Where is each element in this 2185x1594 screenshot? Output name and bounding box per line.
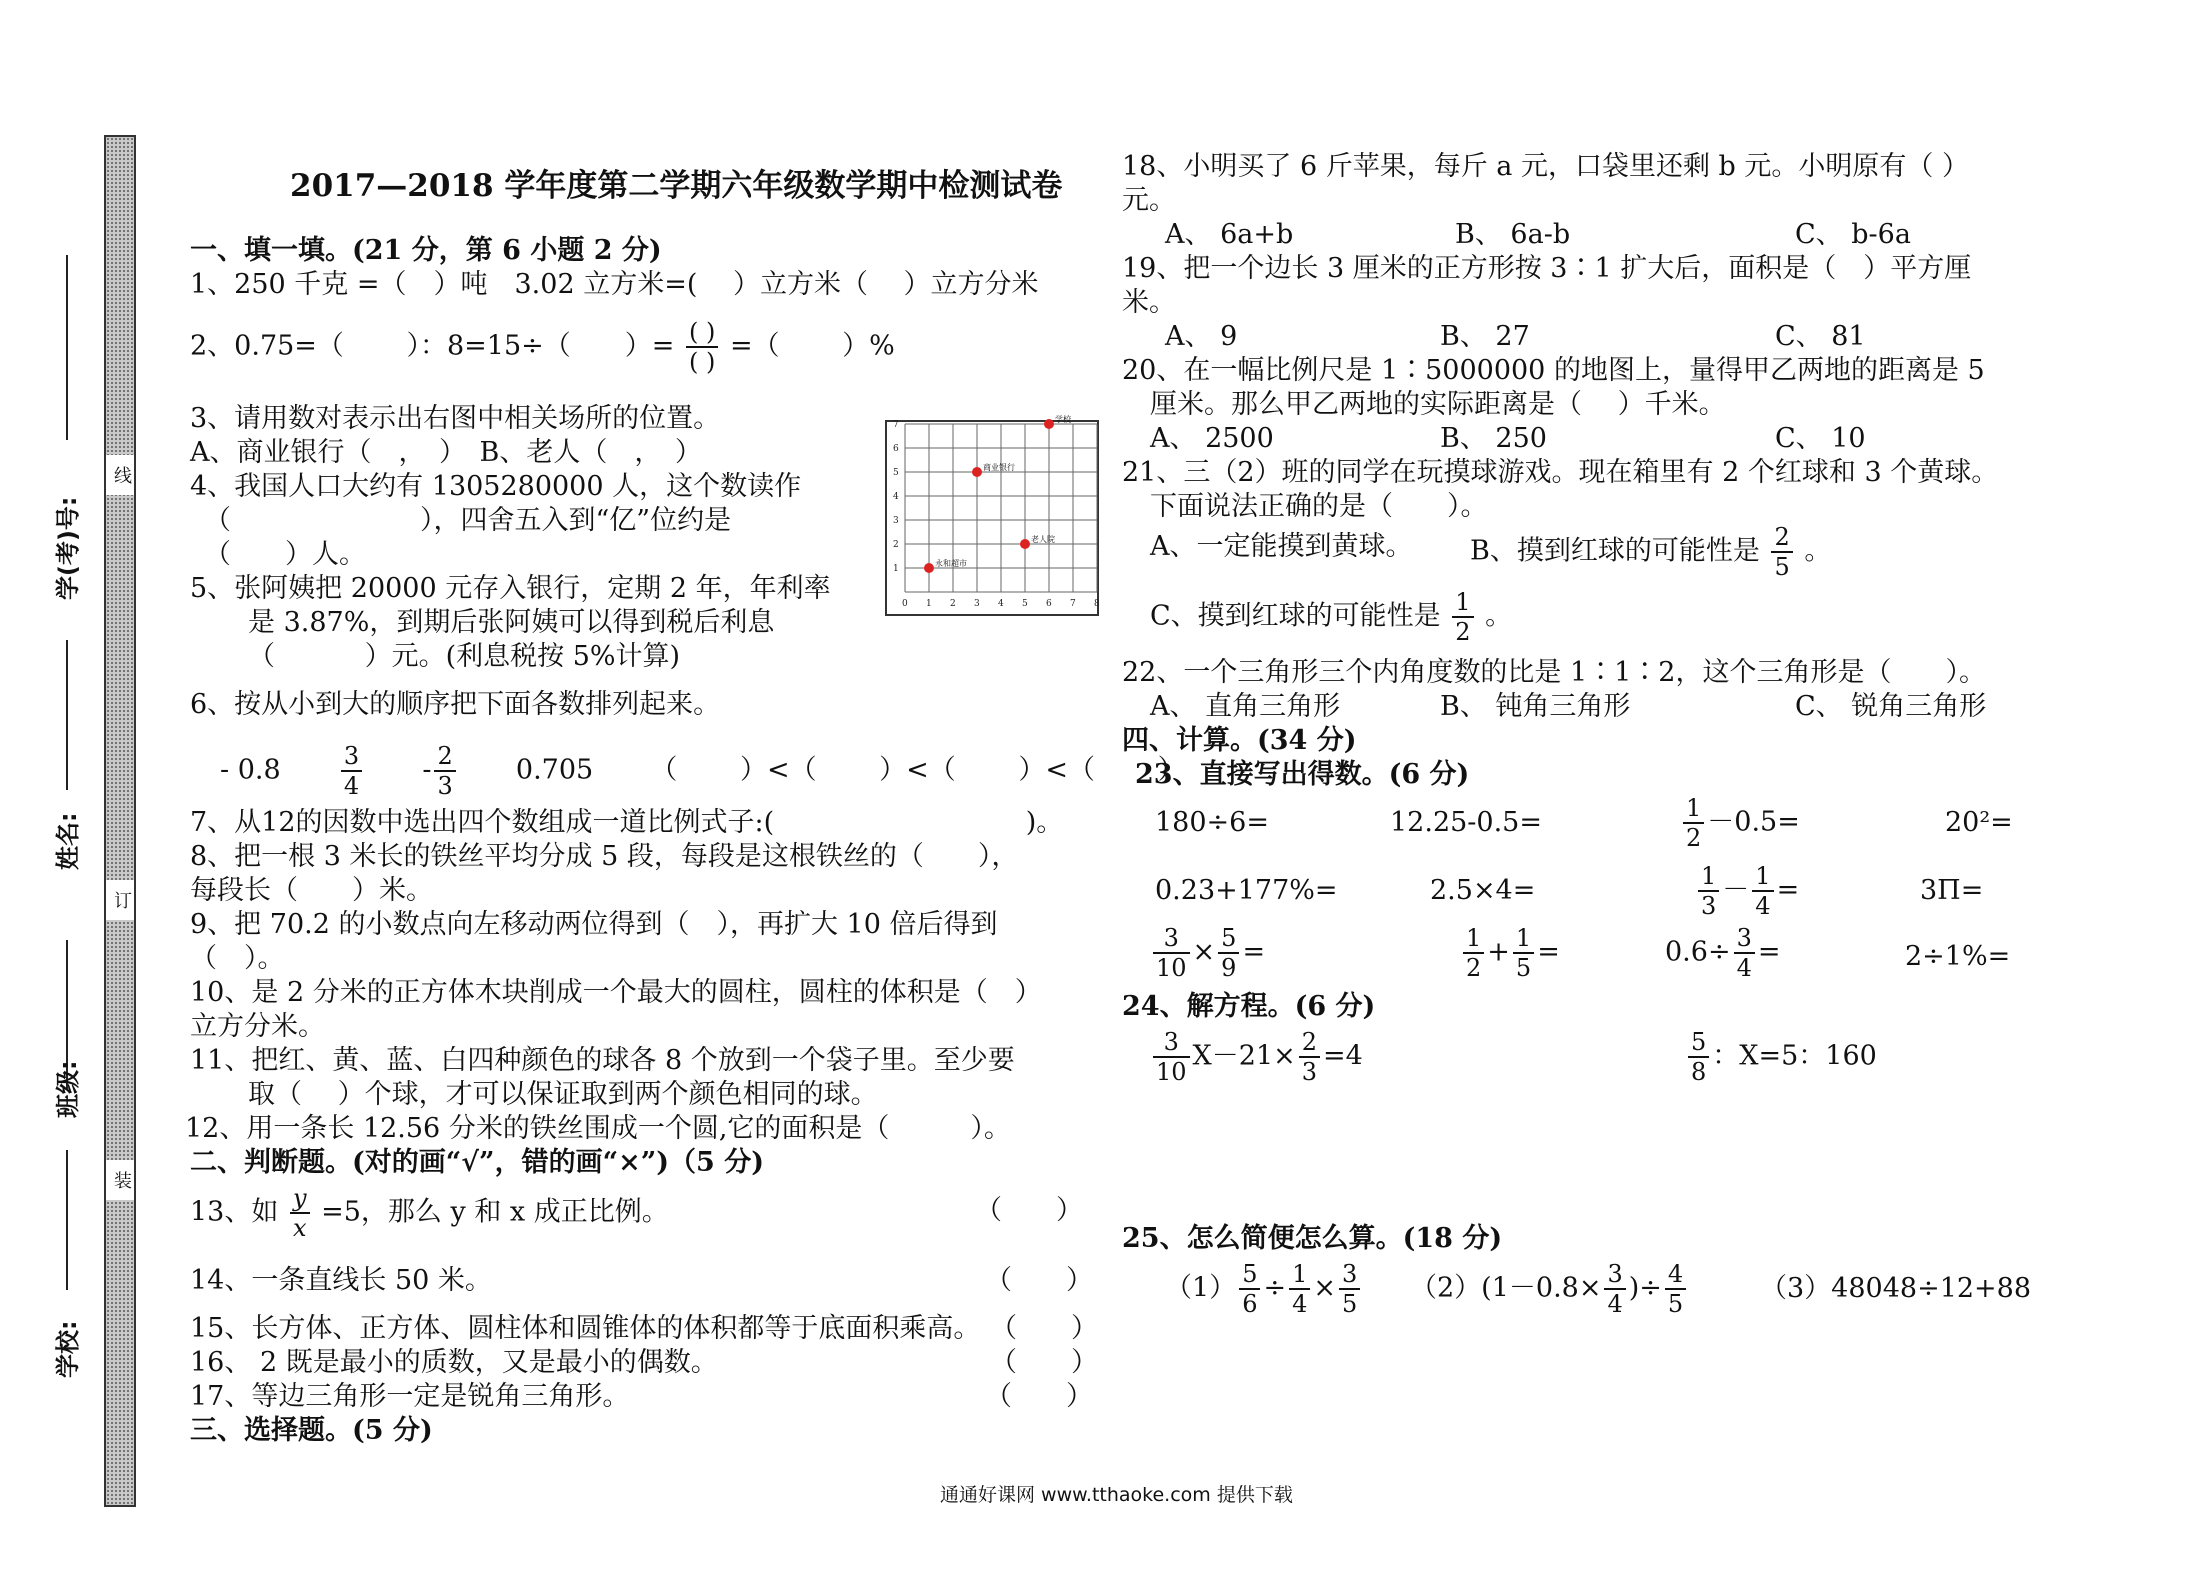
c3-text: －0.5= <box>1707 806 1800 838</box>
question-13 <box>190 1186 669 1240</box>
q13-num: y <box>290 1186 310 1214</box>
q21-b-text: B、摸到红球的可能性是 <box>1470 535 1760 567</box>
q13-prefix: 13、如 <box>190 1196 279 1228</box>
calc-8: 3Π= <box>1920 875 1984 906</box>
x-tick-label: 0 <box>902 599 908 609</box>
calc-2: 12.25-0.5= <box>1390 807 1542 838</box>
q19-option-b[interactable]: B、 27 <box>1440 321 1530 352</box>
q21-c-text: C、摸到红球的可能性是 <box>1150 600 1441 632</box>
e1-den2: 3 <box>1301 1058 1318 1086</box>
question-11-line2: 取（ ）个球，才可以保证取到两个颜色相同的球。 <box>248 1079 878 1110</box>
c9-num2: 5 <box>1218 926 1239 954</box>
s1-den3: 5 <box>1342 1290 1358 1318</box>
question-10-line1: 10、是 2 分米的正方体木块削成一个最大的圆柱，圆柱的体积是（ ） <box>190 977 1042 1008</box>
c3-den: 2 <box>1686 824 1702 852</box>
binding-strip <box>104 135 136 1507</box>
y-tick-label: 7 <box>893 420 899 430</box>
c10-den1: 2 <box>1466 954 1482 982</box>
calc-4: 20²= <box>1945 807 2013 838</box>
q21-c-num: 1 <box>1452 590 1473 618</box>
question-24: 24、解方程。(6 分) <box>1122 991 1376 1022</box>
e2-text: ：X=5：160 <box>1712 1040 1877 1072</box>
section-2-heading: 二、判断题。(对的画“√”，错的画“×”)（5 分) <box>190 1147 764 1178</box>
q18-option-a[interactable]: A、 6a+b <box>1165 219 1294 250</box>
question-2-fraction <box>686 320 718 374</box>
calc-7 <box>1695 864 1799 918</box>
question-9-line2: （ ）。 <box>190 943 285 974</box>
school-line[interactable] <box>66 1150 68 1290</box>
x-tick-label: 6 <box>1046 599 1052 609</box>
question-23: 23、直接写出得数。(6 分) <box>1135 759 1470 790</box>
c11-num: 3 <box>1734 926 1755 954</box>
y-tick-label: 1 <box>893 564 899 574</box>
coordinate-grid <box>885 415 1100 616</box>
c9-op: × <box>1192 936 1216 968</box>
simplify-2 <box>1410 1262 1689 1316</box>
q6-b-num: 3 <box>341 744 362 772</box>
s2-num2: 4 <box>1665 1262 1686 1290</box>
grid-point <box>924 563 934 573</box>
school-label: 学校: <box>54 1320 82 1378</box>
e1-num2: 2 <box>1299 1030 1320 1058</box>
x-tick-label: 8 <box>1094 599 1100 609</box>
c10-num2: 1 <box>1513 926 1534 954</box>
binding-label-xian: 线 <box>106 455 134 495</box>
c7-num2: 1 <box>1752 864 1773 892</box>
x-tick-label: 1 <box>926 599 932 609</box>
q21-option-b[interactable]: B、摸到红球的可能性是 $\frac{2}{5}$ 。 <box>1470 523 1832 581</box>
question-1: 1、250 千克 =（ ）吨 3.02 立方米=( ）立方米（ ）立方分米 <box>190 269 1039 300</box>
question-11-line1: 11、把红、黄、蓝、白四种颜色的球各 8 个放到一个袋子里。至少要 <box>190 1045 1015 1076</box>
s1-den2: 4 <box>1292 1290 1308 1318</box>
q21-c-fraction <box>1452 590 1473 644</box>
page-title: 2017—2018 学年度第二学期六年级数学期中检测试卷 <box>290 168 1063 204</box>
y-tick-label: 4 <box>893 492 899 502</box>
s1-op2: × <box>1313 1272 1336 1304</box>
question-9-line1: 9、把 70.2 的小数点向左移动两位得到（ ），再扩大 10 倍后得到 <box>190 909 998 940</box>
e1-eq: =4 <box>1323 1040 1363 1072</box>
q17-answer-box[interactable]: （ ） <box>985 1381 1093 1412</box>
q19-option-c[interactable]: C、 81 <box>1775 321 1866 352</box>
question-5-line2: 是 3.87%，到期后张阿姨可以得到税后利息 <box>248 607 775 638</box>
q21-b-num: 2 <box>1771 525 1792 553</box>
q18-option-c[interactable]: C、 b-6a <box>1795 219 1911 250</box>
id-line[interactable] <box>66 255 68 440</box>
s2-mid: )÷ <box>1628 1272 1662 1304</box>
class-label: 班级: <box>54 1060 82 1118</box>
c7-op: － <box>1722 874 1750 906</box>
calc-3 <box>1680 796 1800 850</box>
c7-den1: 3 <box>1701 892 1717 920</box>
x-tick-label: 4 <box>998 599 1004 609</box>
c7-num1: 1 <box>1698 864 1719 892</box>
calc-6: 2.5×4= <box>1430 875 1536 906</box>
question-21-line1: 21、三（2）班的同学在玩摸球游戏。现在箱里有 2 个红球和 3 个黄球。 <box>1122 457 1999 488</box>
c11-eq: = <box>1757 936 1781 968</box>
question-6: 6、按从小到大的顺序把下面各数排列起来。 <box>190 689 721 720</box>
question-4-line3: （ ）人。 <box>204 539 366 570</box>
y-tick-label: 6 <box>893 444 899 454</box>
q16-answer-box[interactable]: （ ） <box>990 1347 1098 1378</box>
question-19-line2: 米。 <box>1122 287 1176 318</box>
q19-option-a[interactable]: A、 9 <box>1165 321 1238 352</box>
simplify-3: （3）48048÷12+88 <box>1760 1273 2032 1304</box>
equation-2 <box>1685 1030 1877 1084</box>
e1-num: 3 <box>1153 1030 1190 1058</box>
question-12: 12、用一条长 12.56 分米的铁丝围成一个圆,它的面积是（ ）。 <box>185 1113 1011 1144</box>
q13-text: =5，那么 y 和 x 成正比例。 <box>321 1196 669 1228</box>
question-4-line2: （ ），四舍五入到“亿”位约是 <box>204 505 732 536</box>
calc-10 <box>1460 926 1560 980</box>
c7-eq: = <box>1776 874 1800 906</box>
grid-point-label: 学校 <box>1055 415 1071 424</box>
binding-label-zhuang: 装 <box>106 1160 134 1200</box>
question-19-line1: 19、把一个边长 3 厘米的正方形按 3∶1 扩大后，面积是（ ）平方厘 <box>1122 253 1972 284</box>
q22-option-c[interactable]: C、 锐角三角形 <box>1795 691 1987 722</box>
section-1-heading: 一、填一填。(21 分，第 6 小题 2 分) <box>190 235 662 266</box>
question-18-line2: 元。 <box>1122 185 1176 216</box>
name-line[interactable] <box>66 640 68 790</box>
x-tick-label: 3 <box>974 599 980 609</box>
q6-b-den: 4 <box>343 772 360 800</box>
s2-prefix: （2）(1－0.8× <box>1410 1272 1602 1304</box>
question-7: 7、从12的因数中选出四个数组成一道比例式子:( )。 <box>190 807 1064 838</box>
grid-point <box>1044 419 1054 429</box>
calc-12: 2÷1%= <box>1905 941 2011 972</box>
question-2 <box>190 320 895 374</box>
e1-den: 10 <box>1156 1058 1187 1086</box>
q2-num: ( ) <box>686 320 718 348</box>
q21-b-fraction <box>1771 525 1792 579</box>
c11-den: 4 <box>1736 954 1752 982</box>
id-label: 学(考)号: <box>54 496 82 600</box>
question-8-line2: 每段长（ ）米。 <box>190 875 433 906</box>
s1-num3: 3 <box>1339 1262 1360 1290</box>
q20-option-a[interactable]: A、 2500 <box>1150 423 1274 454</box>
grid-point-label: 永和超市 <box>935 559 967 568</box>
s1-den1: 6 <box>1242 1290 1258 1318</box>
q21-option-a[interactable]: A、一定能摸到黄球。 <box>1150 531 1413 562</box>
s1-prefix: （1） <box>1165 1272 1237 1304</box>
q14-answer-box[interactable]: （ ） <box>985 1265 1093 1296</box>
question-2-text: 2、0.75=（ ）：8=15÷（ ）= <box>190 330 675 362</box>
x-tick-label: 2 <box>950 599 956 609</box>
grid-point-label: 老人院 <box>1031 535 1055 544</box>
question-6-numbers <box>220 744 1185 798</box>
c9-den1: 10 <box>1156 954 1187 982</box>
question-3-options: A、商业银行（ ， ） B、老人（ ， ） <box>190 437 702 468</box>
s2-num1: 3 <box>1604 1262 1625 1290</box>
question-8-line1: 8、把一根 3 米长的铁丝平均分成 5 段，每段是这根铁丝的（ ）， <box>190 841 1019 872</box>
c10-op: + <box>1487 936 1510 968</box>
question-15: 15、长方体、正方体、圆柱体和圆锥体的体积都等于底面积乘高。 <box>190 1313 981 1344</box>
question-20-line1: 20、在一幅比例尺是 1∶5000000 的地图上，量得甲乙两地的距离是 5 <box>1122 355 1985 386</box>
question-20-line2: 厘米。那么甲乙两地的实际距离是（ ）千米。 <box>1150 389 1726 420</box>
grid-point <box>972 467 982 477</box>
q6-value-a: - 0.8 <box>220 754 281 786</box>
e1-text: X－21× <box>1192 1040 1296 1072</box>
c9-num1: 3 <box>1153 926 1190 954</box>
question-2-tail: =（ ）% <box>729 330 895 362</box>
question-25: 25、怎么简便怎么算。(18 分) <box>1122 1223 1503 1254</box>
simplify-1 <box>1165 1262 1363 1316</box>
e2-num: 5 <box>1688 1030 1709 1058</box>
grid-point <box>1020 539 1030 549</box>
q6-blanks: （ ）<（ ）<（ ）<（ ） <box>650 754 1185 786</box>
s1-op1: ÷ <box>1263 1272 1287 1304</box>
section-4-heading: 四、计算。(34 分) <box>1122 725 1357 756</box>
s1-num1: 5 <box>1239 1262 1260 1290</box>
q15-answer-box[interactable]: （ ） <box>990 1313 1098 1344</box>
q13-den: x <box>292 1214 307 1242</box>
c9-den2: 9 <box>1221 954 1237 982</box>
q6-value-c <box>434 744 455 798</box>
equation-1 <box>1150 1030 1363 1084</box>
q22-option-a[interactable]: A、 直角三角形 <box>1150 691 1341 722</box>
q13-answer-box[interactable]: （ ） <box>975 1195 1083 1226</box>
q2-den: ( ) <box>689 348 716 376</box>
c10-den2: 5 <box>1515 954 1532 982</box>
section-3-heading: 三、选择题。(5 分) <box>190 1415 433 1446</box>
q20-option-c[interactable]: C、 10 <box>1775 423 1866 454</box>
calc-1: 180÷6= <box>1155 807 1269 838</box>
q18-option-b[interactable]: B、 6a-b <box>1455 219 1571 250</box>
e2-den: 8 <box>1691 1058 1707 1086</box>
question-21-line2: 下面说法正确的是（ ）。 <box>1150 491 1488 522</box>
q13-fraction <box>290 1186 310 1240</box>
grid-svg <box>887 415 1100 614</box>
question-4-line1: 4、我国人口大约有 1305280000 人，这个数读作 <box>190 471 802 502</box>
q6-value-b <box>341 744 362 798</box>
question-10-line2: 立方分米。 <box>190 1011 325 1042</box>
y-tick-label: 3 <box>893 516 899 526</box>
c10-num1: 1 <box>1463 926 1484 954</box>
question-18-line1: 18、小明买了 6 斤苹果，每斤 a 元，口袋里还剩 b 元。小明原有（ ） <box>1122 151 1969 182</box>
q6-value-d: 0.705 <box>515 754 594 786</box>
x-tick-label: 7 <box>1070 599 1076 609</box>
c11-text: 0.6÷ <box>1665 936 1731 968</box>
q21-c-den: 2 <box>1455 618 1471 646</box>
c9-eq: = <box>1242 936 1266 968</box>
c10-eq: = <box>1537 936 1560 968</box>
question-3: 3、请用数对表示出右图中相关场所的位置。 <box>190 403 721 434</box>
q6-c-den: 3 <box>437 772 453 800</box>
q20-option-b[interactable]: B、 250 <box>1440 423 1547 454</box>
question-17: 17、等边三角形一定是锐角三角形。 <box>190 1381 630 1412</box>
s2-den1: 4 <box>1607 1290 1623 1318</box>
x-tick-label: 5 <box>1022 599 1028 609</box>
question-5-line1: 5、张阿姨把 20000 元存入银行，定期 2 年，年利率 <box>190 573 831 604</box>
question-5-line3: （ ）元。(利息税按 5%计算) <box>248 641 681 672</box>
question-14: 14、一条直线长 50 米。 <box>190 1265 492 1296</box>
grid-point-label: 商业银行 <box>983 463 1015 472</box>
name-label: 姓名: <box>54 812 82 870</box>
s2-den2: 5 <box>1667 1290 1684 1318</box>
q6-c-sign: - <box>422 754 432 786</box>
q21-b-den: 5 <box>1774 553 1790 581</box>
q6-c-num: 2 <box>434 744 455 772</box>
q21-option-c[interactable]: C、摸到红球的可能性是 $\frac{1}{2}$ 。 <box>1150 588 1513 646</box>
binding-label-ding: 订 <box>106 880 134 920</box>
c7-den2: 4 <box>1755 892 1771 920</box>
y-tick-label: 2 <box>893 540 899 550</box>
question-22: 22、一个三角形三个内角度数的比是 1∶1∶2，这个三角形是（ ）。 <box>1122 657 1986 688</box>
s1-num2: 1 <box>1289 1262 1310 1290</box>
calc-11 <box>1665 926 1780 980</box>
calc-5: 0.23+177%= <box>1155 875 1338 906</box>
footer-text: 通通好课网 www.tthaoke.com 提供下载 <box>940 1484 1293 1506</box>
calc-9 <box>1150 926 1265 980</box>
question-16: 16、 2 既是最小的质数，又是最小的偶数。 <box>190 1347 718 1378</box>
y-tick-label: 5 <box>893 468 899 478</box>
c3-num: 1 <box>1683 796 1704 824</box>
q22-option-b[interactable]: B、 钝角三角形 <box>1440 691 1631 722</box>
